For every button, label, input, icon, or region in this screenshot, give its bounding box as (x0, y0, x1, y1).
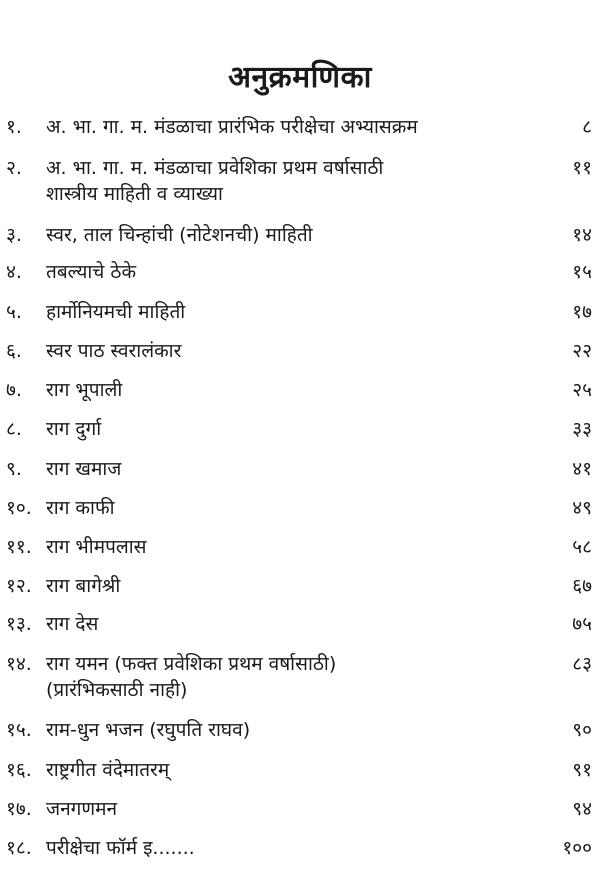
entry-page-number: २५ (572, 379, 592, 401)
entry-number: ३. (6, 224, 22, 246)
entry-page-number: ९० (572, 719, 592, 741)
entry-title: जनगणमन (46, 798, 117, 820)
entry-title: राग खमाज (46, 458, 122, 480)
entry-title: राग भीमपलास (46, 536, 147, 558)
entry-title: राग दुर्गा (46, 418, 102, 440)
entry-number: १२. (6, 575, 32, 597)
entry-title-line1: राग यमन (फक्त प्रवेशिका प्रथम वर्षासाठी) (46, 653, 337, 675)
entry-number: ६. (6, 340, 22, 362)
entry-number: ९. (6, 458, 22, 480)
entry-page-number: ४१ (572, 458, 592, 480)
entry-title: राग बागेश्री (46, 575, 121, 597)
entry-title (46, 651, 526, 703)
entry-title: राग काफी (46, 497, 115, 519)
entry-title-line2: (प्रारंभिकसाठी नाही) (46, 679, 188, 701)
entry-title: परीक्षेचा फॉर्म इ....... (46, 837, 195, 859)
entry-page-number: १०० (562, 837, 592, 859)
entry-page-number: ५८ (572, 536, 592, 558)
entry-title (46, 155, 526, 207)
entry-title: राग देस (46, 613, 99, 635)
page-title: अनुक्रमणिका (228, 60, 372, 95)
entry-title-line1: अ. भा. गा. म. मंडळाचा प्रवेशिका प्रथम वर्षासाठी (46, 157, 384, 179)
entry-number: १३. (6, 613, 32, 635)
entry-title: राम-धुन भजन (रघुपति राघव) (46, 719, 251, 741)
entry-page-number: ८ (582, 116, 592, 138)
entry-number: २. (6, 157, 22, 179)
entry-title-line2: शास्त्रीय माहिती व व्याख्या (46, 183, 223, 205)
entry-page-number: १५ (572, 261, 592, 283)
entry-number: ४. (6, 261, 22, 283)
entry-page-number: १७ (572, 301, 592, 323)
entry-title: स्वर पाठ स्वरालंकार (46, 340, 182, 362)
entry-number: १५. (6, 719, 32, 741)
entry-page-number: ६७ (572, 575, 592, 597)
entry-number: १८. (6, 837, 32, 859)
entry-title: तबल्याचे ठेके (46, 261, 137, 283)
entry-number: १०. (6, 497, 32, 519)
entry-title: हार्मोनियमची माहिती (46, 301, 186, 323)
entry-page-number: ३३ (572, 418, 592, 440)
entry-page-number: ८३ (572, 653, 592, 675)
entry-number: ११. (6, 536, 32, 558)
entry-title: राग भूपाली (46, 379, 123, 401)
entry-number: १४. (6, 653, 32, 675)
entry-page-number: ७५ (572, 613, 592, 635)
entry-number: ५. (6, 301, 22, 323)
entry-number: १७. (6, 798, 32, 820)
entry-page-number: ४९ (572, 497, 592, 519)
entry-title: राष्ट्रगीत वंदेमातरम् (46, 759, 170, 781)
entry-number: १. (6, 116, 22, 138)
entry-title: अ. भा. गा. म. मंडळाचा प्रारंभिक परीक्षेचा अभ्यासक्रम (46, 116, 418, 138)
entry-page-number: ९४ (572, 798, 592, 820)
entry-page-number: १४ (572, 224, 592, 246)
entry-page-number: २२ (572, 340, 592, 362)
entry-number: १६. (6, 759, 32, 781)
entry-number: ८. (6, 418, 22, 440)
entry-title: स्वर, ताल चिन्हांची (नोटेशनची) माहिती (46, 224, 313, 246)
entry-number: ७. (6, 379, 22, 401)
entry-page-number: ११ (572, 157, 592, 179)
entry-page-number: ९१ (572, 759, 592, 781)
